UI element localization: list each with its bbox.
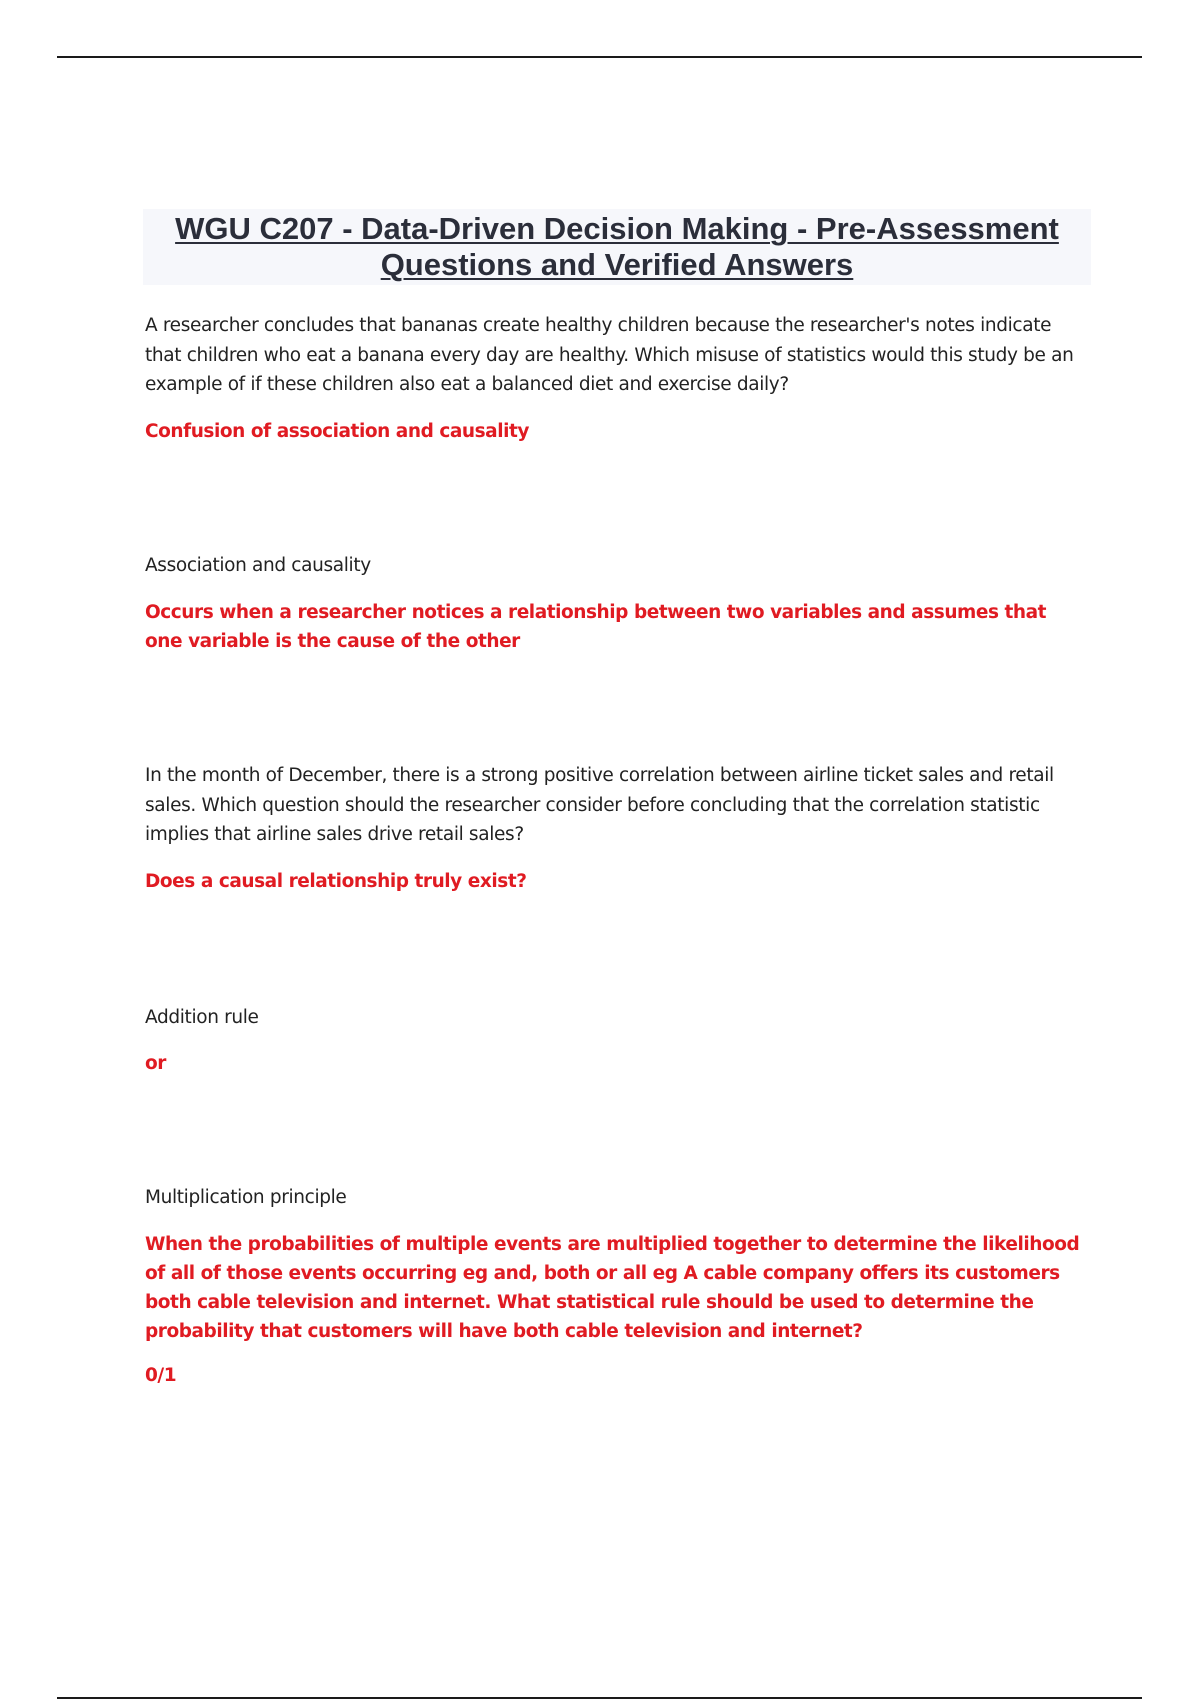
score-label: 0/1 <box>145 1365 177 1386</box>
answer-3: Does a causal relationship truly exist? <box>145 871 527 892</box>
title-line-1: WGU C207 - Data-Driven Decision Making - Pre-Assessment <box>175 211 1059 246</box>
question-4: Addition rule <box>145 1007 259 1028</box>
answer-4: or <box>145 1053 166 1074</box>
question-1: A researcher concludes that bananas create healthy children because the researcher's notes indicate that children who eat a banana every day are healthy. Which misuse of statistics would this study be an example of if these children also eat a balanced diet and exercise daily? <box>145 315 1074 395</box>
document-title <box>143 209 1091 285</box>
answer-1: Confusion of association and causality <box>145 421 530 442</box>
question-2: Association and causality <box>145 555 371 576</box>
answer-2: Occurs when a researcher notices a relationship between two variables and assumes that one variable is the cause of the other <box>145 602 1047 652</box>
answer-5: When the probabilities of multiple events are multiplied together to determine the likelihood of all of those events occurring eg and, both or all eg A cable company offers its customers both cable television and internet. What statistical rule should be used to determine the probability that customers will have both cable television and internet? <box>145 1234 1080 1342</box>
title-line-2: Questions and Verified Answers <box>380 247 854 282</box>
question-3: In the month of December, there is a strong positive correlation between airline ticket sales and retail sales. Which question should the researcher consider before concluding that the correlation statistic implies that airline sales drive retail sales? <box>145 765 1054 845</box>
top-rule <box>57 56 1142 58</box>
question-5: Multiplication principle <box>145 1187 347 1208</box>
bottom-rule <box>57 1697 1142 1699</box>
